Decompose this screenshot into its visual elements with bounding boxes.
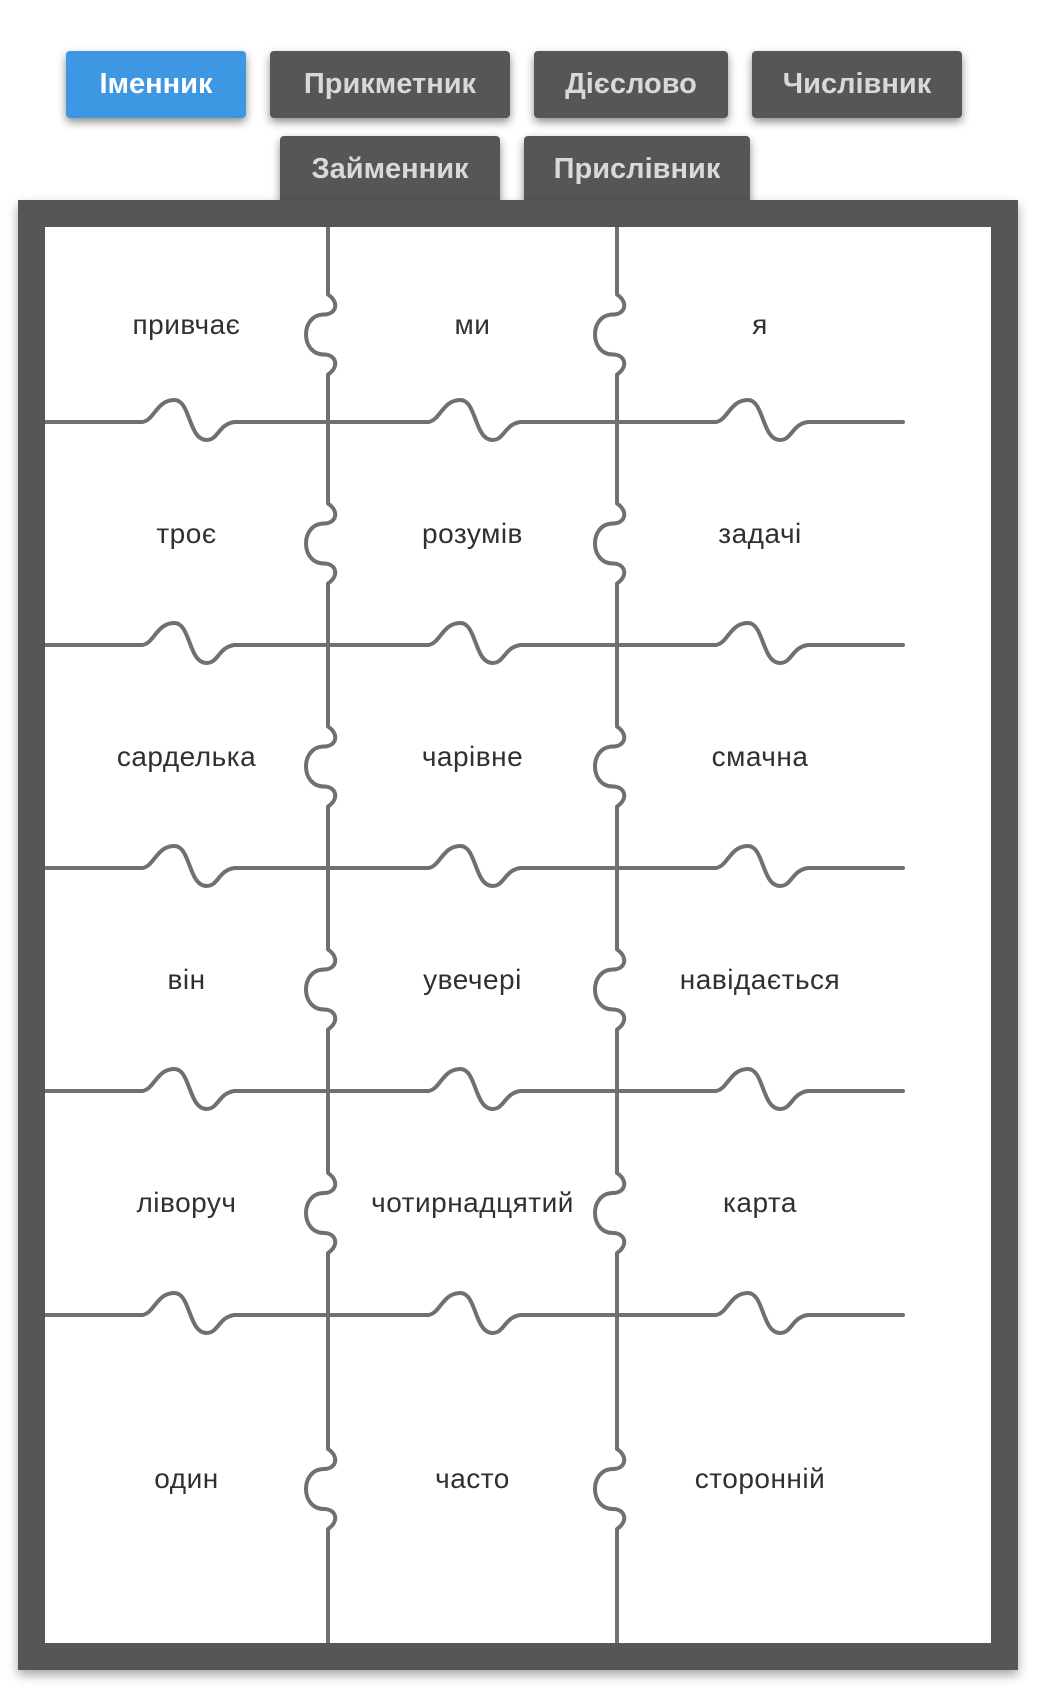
tab-noun[interactable]: Іменник <box>66 51 246 118</box>
puzzle-piece[interactable] <box>45 422 328 645</box>
puzzle-piece[interactable] <box>617 1091 903 1315</box>
piece-word: один <box>154 1463 219 1494</box>
piece-word: я <box>752 308 768 340</box>
puzzle-piece[interactable] <box>617 868 903 1091</box>
piece-word: троє <box>156 517 217 549</box>
puzzle-piece[interactable] <box>328 422 617 645</box>
puzzle-piece[interactable] <box>617 422 903 645</box>
piece-word: смачна <box>711 740 809 772</box>
puzzle-area <box>45 227 991 1643</box>
puzzle-piece[interactable] <box>328 645 617 868</box>
tab-pronoun[interactable]: Займенник <box>280 136 500 203</box>
piece-word: сарделька <box>116 740 257 772</box>
piece-word: чарівне <box>421 740 524 772</box>
piece-word: сторонній <box>694 1463 826 1494</box>
puzzle-piece[interactable] <box>328 1315 617 1643</box>
piece-word: увечері <box>423 963 522 995</box>
piece-word: навідається <box>679 963 841 995</box>
piece-word: ліворуч <box>136 1187 237 1218</box>
piece-word: карта <box>723 1187 797 1218</box>
piece-word: привчає <box>132 308 241 340</box>
piece-word: чотирнадцятий <box>371 1187 574 1218</box>
puzzle-board <box>18 200 1018 1670</box>
puzzle-piece[interactable] <box>328 868 617 1091</box>
tab-adjective[interactable]: Прикметник <box>270 51 510 118</box>
puzzle-piece[interactable] <box>328 227 617 422</box>
puzzle-piece[interactable] <box>45 645 328 868</box>
tab-verb[interactable]: Дієслово <box>534 51 728 118</box>
puzzle-piece[interactable] <box>617 227 903 422</box>
puzzle-piece[interactable] <box>45 868 328 1091</box>
piece-word: ми <box>454 308 491 340</box>
tab-adverb[interactable]: Прислівник <box>524 136 750 203</box>
puzzle-piece[interactable] <box>45 1315 328 1643</box>
puzzle-piece[interactable] <box>617 645 903 868</box>
puzzle-piece[interactable] <box>328 1091 617 1315</box>
piece-word: задачі <box>718 517 802 549</box>
puzzle-piece[interactable] <box>45 227 328 422</box>
piece-word: розумів <box>422 517 523 549</box>
piece-word: часто <box>435 1463 510 1494</box>
puzzle-piece[interactable] <box>617 1315 903 1643</box>
tab-numeral[interactable]: Числівник <box>752 51 962 118</box>
puzzle-piece[interactable] <box>45 1091 328 1315</box>
piece-word: він <box>167 963 206 995</box>
